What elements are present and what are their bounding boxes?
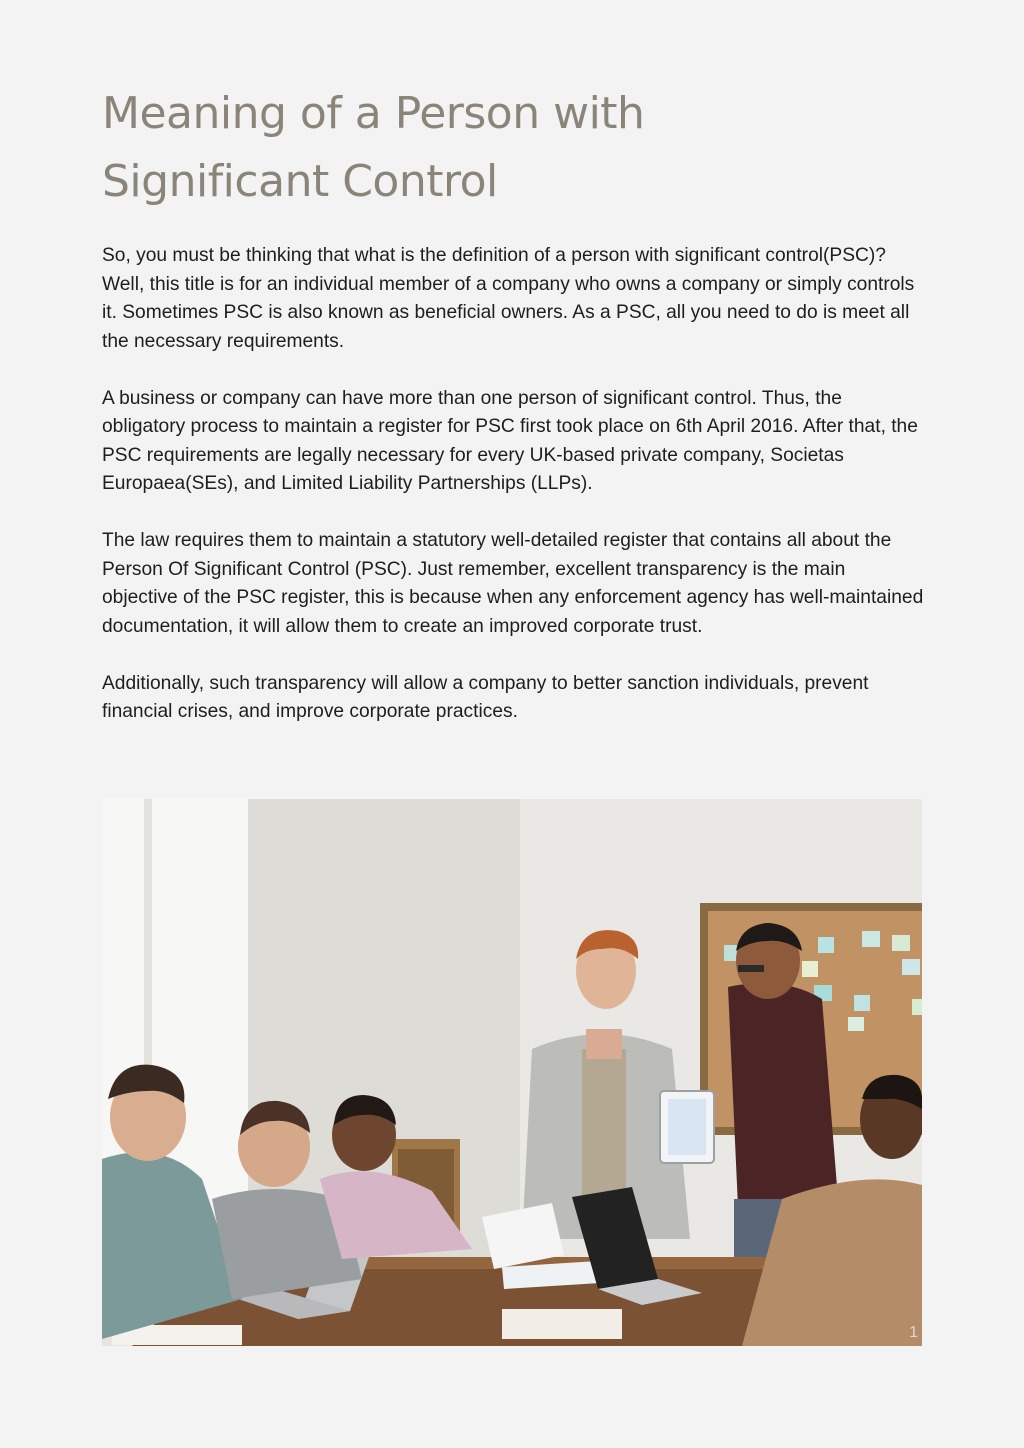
paragraph-psc-definition: So, you must be thinking that what is the definition of a person with significant control(PSC)? Well, this title is for an individual member of a company who owns a company or simply controls it. Sometimes PSC is also known as beneficial owners. As a PSC, all you need to do is meet all the necessary requirements. — [102, 245, 915, 352]
paragraph-psc-transparency: The law requires them to maintain a statutory well-detailed register that contains all about the Person Of Significant Control (PSC). Just remember, excellent transparency is the main objective of the PSC register, this is because when any enforcement agency has well-maintained documentation, it will allow them to create an improved corporate trust. — [102, 530, 924, 637]
page-title-line-2: Significant Control — [102, 156, 498, 207]
page-title-line-1: Meaning of a Person with — [102, 88, 645, 139]
meeting-photo-illustration — [102, 799, 922, 1346]
paragraph-psc-benefits: Additionally, such transparency will allow a company to better sanction individuals, prevent financial crises, and improve corporate practices. — [102, 672, 869, 722]
paragraph-psc-register-history: A business or company can have more than one person of significant control. Thus, the obligatory process to maintain a register for PSC first took place on 6th April 2016. After that, the PSC requirements are legally necessary for every UK-based private company, Societas Europaea(SEs), and Limited Liability Partnerships (LLPs). — [102, 387, 918, 494]
page-title — [102, 80, 802, 216]
page-number: 1 — [909, 1324, 918, 1341]
meeting-photo — [102, 799, 922, 1346]
article-body — [102, 242, 924, 755]
